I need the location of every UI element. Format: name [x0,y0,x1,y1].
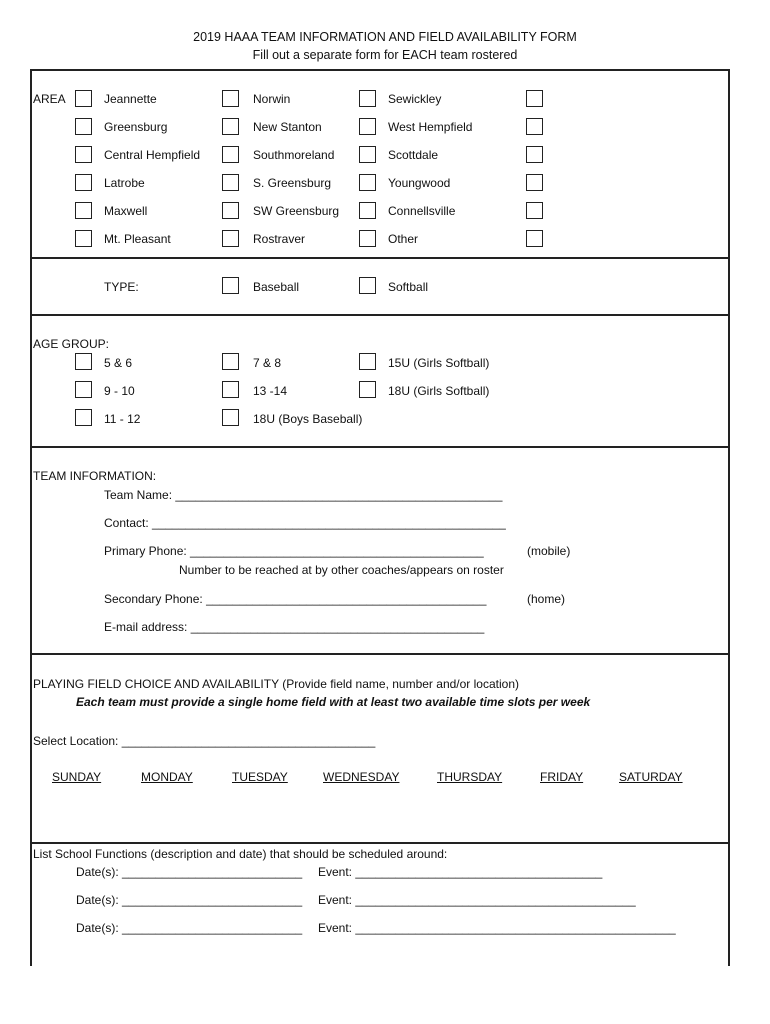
type-checkbox-baseball[interactable] [222,277,239,294]
day-tuesday: TUESDAY [232,770,288,784]
age-checkbox-11-12[interactable] [75,409,92,426]
day-saturday: SATURDAY [619,770,683,784]
divider-type-age [30,314,728,316]
secondary-phone-note: (home) [527,592,566,606]
day-sunday: SUNDAY [52,770,102,784]
divider-fields-school [30,842,728,844]
type-option: Baseball [253,280,300,294]
select-location-field[interactable]: Select Location: ______________________________________ [33,734,376,748]
school-date-field[interactable]: Date(s): ___________________________ [76,893,303,907]
age-option: 7 & 8 [253,356,282,370]
area-checkbox-central-hempfield[interactable] [75,146,92,163]
area-checkbox-youngwood[interactable] [359,174,376,191]
area-option: S. Greensburg [253,176,332,190]
primary-phone-note: (mobile) [527,544,571,558]
day-wednesday: WEDNESDAY [323,770,400,784]
age-option: 15U (Girls Softball) [388,356,490,370]
area-option: Rostraver [253,232,306,246]
area-option: SW Greensburg [253,204,340,218]
area-checkbox-extra-5[interactable] [526,202,543,219]
age-option: 11 - 12 [104,412,141,426]
school-event-field[interactable]: Event: _____________________________________ [318,865,603,879]
school-date-field[interactable]: Date(s): ___________________________ [76,921,303,935]
area-option: Youngwood [388,176,451,190]
age-option: 13 -14 [253,384,288,398]
area-label: AREA [33,92,66,106]
primary-phone-field[interactable]: Primary Phone: ____________________________________________ [104,544,484,558]
area-checkbox-west-hempfield[interactable] [359,118,376,135]
school-heading: List School Functions (description and date) that should be scheduled around: [33,847,448,861]
area-checkbox-greensburg[interactable] [75,118,92,135]
age-group-label: AGE GROUP: [33,337,110,351]
divider-age-team [30,446,728,448]
form-title: 2019 HAAA TEAM INFORMATION AND FIELD AVAILABILITY FORM [193,30,577,44]
area-option: Other [388,232,419,246]
area-checkbox-extra-6[interactable] [526,230,543,247]
area-option: Jeannette [104,92,157,106]
age-checkbox-9-10[interactable] [75,381,92,398]
area-checkbox-southmoreland[interactable] [222,146,239,163]
email-field[interactable]: E-mail address: ____________________________________________ [104,620,485,634]
area-checkbox-maxwell[interactable] [75,202,92,219]
school-event-field[interactable]: Event: ________________________________________________ [318,921,676,935]
school-date-field[interactable]: Date(s): ___________________________ [76,865,303,879]
team-info-label: TEAM INFORMATION: [33,469,157,483]
area-checkbox-sewickley[interactable] [359,90,376,107]
age-option: 9 - 10 [104,384,135,398]
secondary-phone-field[interactable]: Secondary Phone: __________________________________________ [104,592,487,606]
primary-phone-subtext: Number to be reached at by other coaches/appears on roster [179,563,504,577]
area-option: Greensburg [104,120,168,134]
area-option: Mt. Pleasant [104,232,171,246]
fields-heading: PLAYING FIELD CHOICE AND AVAILABILITY (Provide field name, number and/or location) [33,677,519,691]
area-checkbox-sw-greensburg[interactable] [222,202,239,219]
area-checkbox-latrobe[interactable] [75,174,92,191]
age-checkbox-18u-girls[interactable] [359,381,376,398]
area-checkbox-extra-3[interactable] [526,146,543,163]
divider-area-type [30,257,728,259]
area-option: Latrobe [104,176,145,190]
area-checkbox-connellsville[interactable] [359,202,376,219]
type-checkbox-softball[interactable] [359,277,376,294]
age-checkbox-7-8[interactable] [222,353,239,370]
area-checkbox-mt-pleasant[interactable] [75,230,92,247]
day-thursday: THURSDAY [437,770,503,784]
fields-instruction: Each team must provide a single home field with at least two available time slots per week [76,695,591,709]
area-option: West Hempfield [388,120,473,134]
divider-team-fields [30,653,728,655]
age-checkbox-15u-girls[interactable] [359,353,376,370]
age-checkbox-13-14[interactable] [222,381,239,398]
area-checkbox-extra-1[interactable] [526,90,543,107]
area-option: Maxwell [104,204,148,218]
area-checkbox-new-stanton[interactable] [222,118,239,135]
area-checkbox-extra-4[interactable] [526,174,543,191]
area-option: Norwin [253,92,291,106]
area-checkbox-extra-2[interactable] [526,118,543,135]
age-checkbox-18u-boys[interactable] [222,409,239,426]
day-monday: MONDAY [141,770,193,784]
day-friday: FRIDAY [540,770,584,784]
area-option: Scottdale [388,148,439,162]
age-option: 18U (Boys Baseball) [253,412,363,426]
area-option: Sewickley [388,92,442,106]
area-option: Connellsville [388,204,456,218]
type-label: TYPE: [104,280,139,294]
area-checkbox-rostraver[interactable] [222,230,239,247]
age-checkbox-5-6[interactable] [75,353,92,370]
area-checkbox-s-greensburg[interactable] [222,174,239,191]
area-option: Southmoreland [253,148,335,162]
contact-field[interactable]: Contact: _____________________________________________________ [104,516,506,530]
area-checkbox-other[interactable] [359,230,376,247]
age-option: 18U (Girls Softball) [388,384,490,398]
school-event-field[interactable]: Event: __________________________________________ [318,893,636,907]
form-subtitle: Fill out a separate form for EACH team rostered [252,48,518,62]
area-checkbox-jeannette[interactable] [75,90,92,107]
age-option: 5 & 6 [104,356,133,370]
area-checkbox-scottdale[interactable] [359,146,376,163]
area-checkbox-norwin[interactable] [222,90,239,107]
team-name-field[interactable]: Team Name: _________________________________________________ [104,488,503,502]
type-option: Softball [388,280,429,294]
area-option: New Stanton [253,120,322,134]
area-option: Central Hempfield [104,148,201,162]
